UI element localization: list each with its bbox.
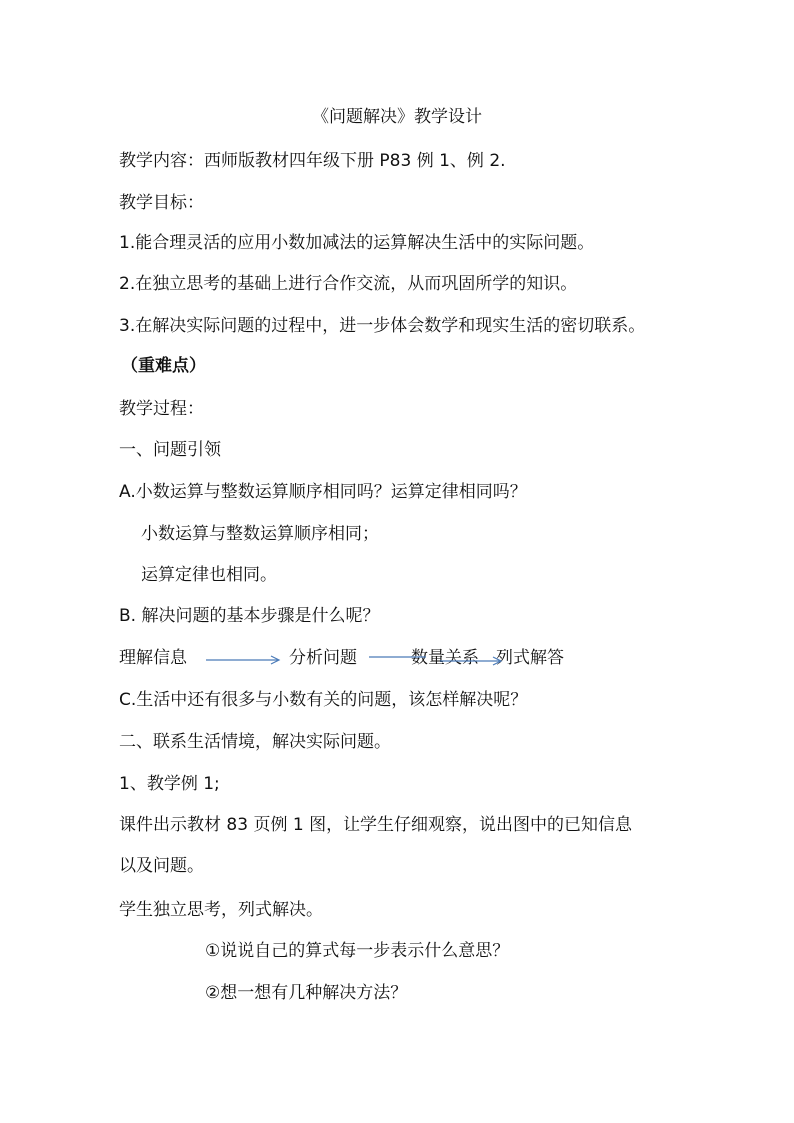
prompt-item: ②想一想有几种解决方法？ xyxy=(205,983,408,1003)
example-heading: 1、教学例 1; xyxy=(119,774,220,794)
flow-step: 列式解答 xyxy=(496,648,564,668)
flow-step: 分析问题 xyxy=(289,648,357,668)
arrow-head-icon xyxy=(271,656,279,664)
goal-item: 3.在解决实际问题的过程中，进一步体会数学和现实生活的密切联系。 xyxy=(119,316,646,336)
paragraph-line: 课件出示教材 83 页例 1 图，让学生仔细观察，说出图中的已知信息 xyxy=(119,815,633,835)
flow-step: 数量关系 xyxy=(411,648,479,668)
section-heading: 二、联系生活情境，解决实际问题。 xyxy=(119,732,391,752)
question-c: C.生活中还有很多与小数有关的问题，该怎样解决呢？ xyxy=(119,690,528,710)
flow-step: 理解信息 xyxy=(119,648,187,668)
document-title: 《问题解决》教学设计 xyxy=(312,107,482,127)
answer-line: 运算定律也相同。 xyxy=(141,565,277,585)
prompt-item: ①说说自己的算式每一步表示什么意思？ xyxy=(205,941,510,961)
process-heading: 教学过程： xyxy=(119,399,204,419)
content-line: 教学内容：西师版教材四年级下册 P83 例 1、例 2. xyxy=(119,151,506,171)
goal-item: 1.能合理灵活的应用小数加减法的运算解决生活中的实际问题。 xyxy=(119,233,595,253)
answer-line: 小数运算与整数运算顺序相同； xyxy=(141,524,379,544)
paragraph-line: 学生独立思考，列式解决。 xyxy=(119,900,323,920)
question-b: B. 解决问题的基本步骤是什么呢？ xyxy=(119,606,380,626)
paragraph-line: 以及问题。 xyxy=(119,856,204,876)
goal-item: 2.在独立思考的基础上进行合作交流，从而巩固所学的知识。 xyxy=(119,274,578,294)
key-points-label: （重难点） xyxy=(121,356,206,376)
section-heading: 一、问题引领 xyxy=(119,440,221,460)
goals-heading: 教学目标： xyxy=(119,193,204,213)
question-a: A.小数运算与整数运算顺序相同吗？运算定律相同吗？ xyxy=(119,482,527,502)
